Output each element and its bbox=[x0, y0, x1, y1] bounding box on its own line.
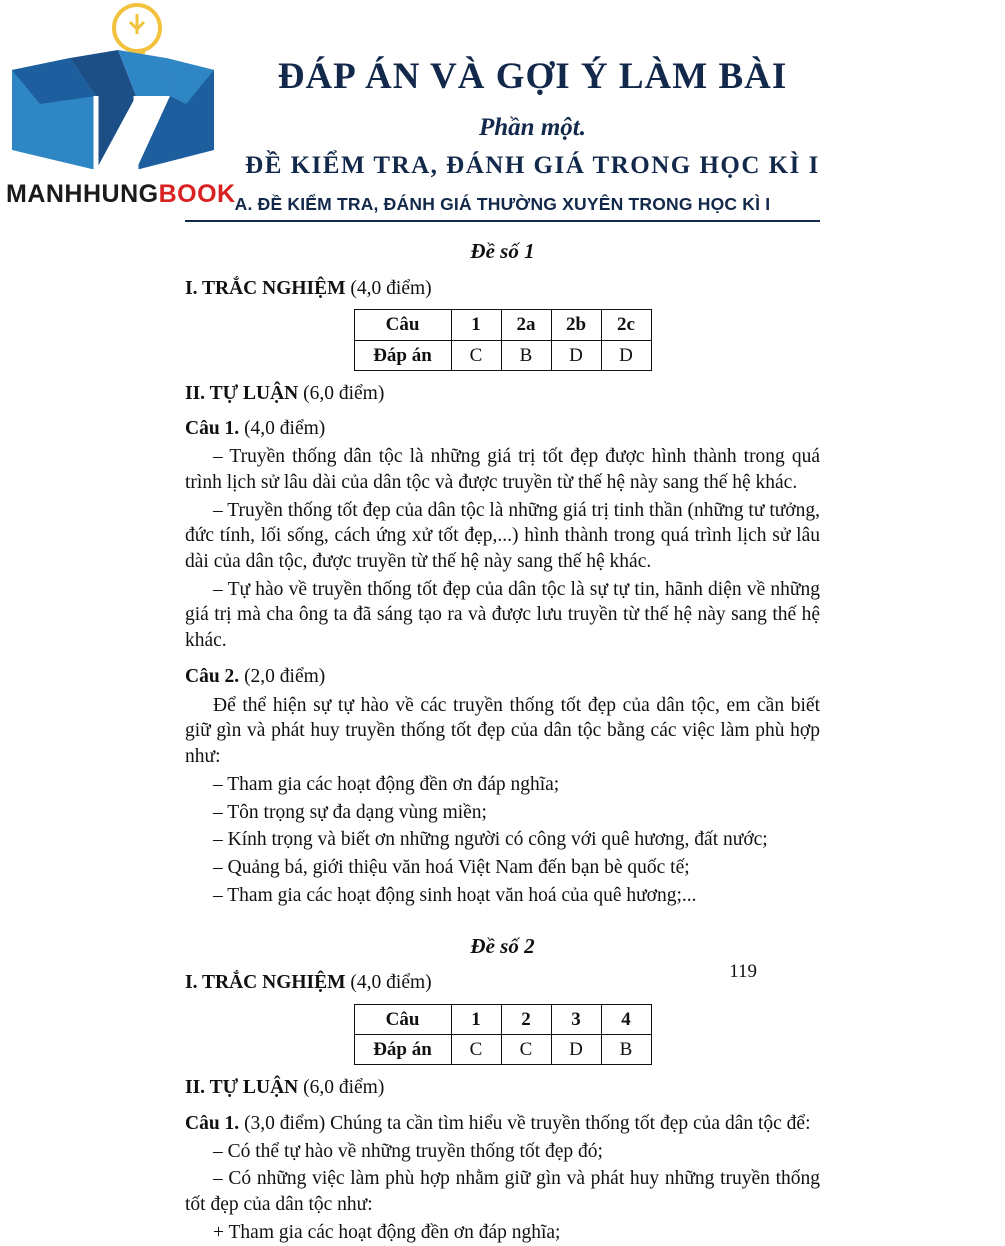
de2-cau1-heading bbox=[185, 1111, 820, 1137]
de1-question-1: 1 bbox=[451, 310, 501, 340]
de1-cau2-heading-bold: Câu 2. bbox=[185, 665, 245, 687]
part-label: Phần một. bbox=[479, 114, 586, 141]
table-row bbox=[354, 310, 651, 340]
de1-answer-4: D bbox=[601, 340, 651, 370]
de-so-1-title: Đề số 1 bbox=[470, 239, 535, 263]
de1-cau2-item-2: – Tôn trọng sự đa dạng vùng miền; bbox=[213, 801, 487, 823]
de1-cau2-item-4: – Quảng bá, giới thiệu văn hoá Việt Nam đến bạn bè quốc tế; bbox=[213, 857, 690, 879]
de2-cau1-item-2: – Có những việc làm phù hợp nhằm giữ gìn và phát huy những truyền thống tốt đẹp của dân tộc như: bbox=[185, 1168, 820, 1216]
de1-question-2: 2a bbox=[501, 310, 551, 340]
de1-cau2-item-5: – Tham gia các hoạt động sinh hoạt văn hoá của quê hương;... bbox=[213, 884, 697, 906]
watermark-brand-part1: MANHHUNG bbox=[6, 180, 159, 208]
page-title: ĐÁP ÁN VÀ GỢI Ý LÀM BÀI bbox=[277, 56, 788, 97]
de2-part2-heading-points: (6,0 điểm) bbox=[303, 1077, 385, 1099]
de2-row-label-cau: Câu bbox=[354, 1005, 451, 1035]
de2-question-1: 1 bbox=[451, 1005, 501, 1035]
de2-question-3: 3 bbox=[551, 1005, 601, 1035]
de1-cau1-item-3: – Tự hào về truyền thống tốt đẹp của dân tộc là sự tự tin, hãnh diện về những giá trị mà cha ông ta đã sáng tạo ra và được lưu truyền từ thế hệ này sang thế hệ khác. bbox=[185, 578, 820, 652]
de1-cau2-item-3: – Kính trọng và biết ơn những người có công với quê hương, đất nước; bbox=[213, 829, 768, 851]
de1-part1-heading bbox=[185, 276, 820, 302]
de2-part1-heading-points: (4,0 điểm) bbox=[350, 972, 432, 994]
de2-question-4: 4 bbox=[601, 1005, 651, 1035]
de1-cau2-heading bbox=[185, 664, 820, 690]
de2-cau1-item-1: – Có thể tự hào về những truyền thống tốt đẹp đó; bbox=[213, 1140, 603, 1162]
de1-row-label-cau: Câu bbox=[354, 310, 451, 340]
table-row bbox=[354, 1005, 651, 1035]
de2-answer-table bbox=[354, 1004, 652, 1065]
de2-answer-1: C bbox=[451, 1035, 501, 1065]
de1-answer-1: C bbox=[451, 340, 501, 370]
watermark-brand-part2: BOOK bbox=[158, 180, 236, 208]
document-content bbox=[185, 238, 820, 1246]
de2-answer-2: C bbox=[501, 1035, 551, 1065]
page-number: 119 bbox=[729, 961, 757, 982]
de1-answer-3: D bbox=[551, 340, 601, 370]
de1-cau1-heading-points: (4,0 điểm) bbox=[244, 418, 326, 440]
de1-cau2-heading-points: (2,0 điểm) bbox=[244, 665, 326, 687]
de1-answer-2: B bbox=[501, 340, 551, 370]
de2-part1-heading-bold: I. TRẮC NGHIỆM bbox=[185, 972, 351, 994]
table-row bbox=[354, 1035, 651, 1065]
de2-part1-heading bbox=[185, 970, 820, 996]
de2-answer-4: B bbox=[601, 1035, 651, 1065]
de1-cau1-heading bbox=[185, 416, 820, 442]
de1-cau1-item-2: – Truyền thống tốt đẹp của dân tộc là những giá trị tinh thần (những tư tưởng, đức tính, lối sống, cách ứng xử tốt đẹp,...) hình thành trong quá trình lịch sử lâu dài của dân tộc, được truyền từ thế hệ này sang thế hệ khác. bbox=[185, 499, 820, 573]
de1-part2-heading bbox=[185, 381, 820, 407]
de2-part2-heading bbox=[185, 1075, 820, 1101]
de1-part1-heading-bold: I. TRẮC NGHIỆM bbox=[185, 277, 351, 299]
de2-cau1-heading-bold: Câu 1. bbox=[185, 1112, 245, 1134]
table-row bbox=[354, 340, 651, 370]
section-heading: A. ĐỀ KIỂM TRA, ĐÁNH GIÁ THƯỜNG XUYÊN TRONG HỌC KÌ I bbox=[185, 194, 820, 222]
de1-cau2-intro: Để thể hiện sự tự hào về các truyền thống tốt đẹp của dân tộc, em cần biết giữ gìn và phát huy truyền thống tốt đẹp của dân tộc bằng các việc làm phù hợp như: bbox=[185, 694, 820, 768]
de1-cau1-item-1: – Truyền thống dân tộc là những giá trị tốt đẹp được hình thành trong quá trình lịch sử lâu dài của dân tộc và được truyền từ thế hệ này sang thế hệ khác. bbox=[185, 446, 820, 493]
de2-part2-heading-bold: II. TỰ LUẬN bbox=[185, 1077, 304, 1099]
de1-cau2-item-1: – Tham gia các hoạt động đền ơn đáp nghĩa; bbox=[213, 773, 560, 795]
de1-question-4: 2c bbox=[601, 310, 651, 340]
de1-part1-heading-points: (4,0 điểm) bbox=[350, 277, 432, 299]
de2-answer-3: D bbox=[551, 1035, 601, 1065]
de2-row-label-dapan: Đáp án bbox=[354, 1035, 451, 1065]
de1-part2-heading-bold: II. TỰ LUẬN bbox=[185, 382, 304, 404]
de2-question-2: 2 bbox=[501, 1005, 551, 1035]
de1-question-3: 2b bbox=[551, 310, 601, 340]
de1-answer-table bbox=[354, 309, 652, 370]
de2-cau1-item-3: + Tham gia các hoạt động đền ơn đáp nghĩa; bbox=[213, 1221, 561, 1243]
de-so-2-title: Đề số 2 bbox=[470, 933, 535, 958]
part-subtitle: ĐỀ KIỂM TRA, ĐÁNH GIÁ TRONG HỌC KÌ I bbox=[245, 152, 820, 179]
de1-row-label-dapan: Đáp án bbox=[354, 340, 451, 370]
de1-part2-heading-points: (6,0 điểm) bbox=[303, 382, 385, 404]
de1-cau1-heading-bold: Câu 1. bbox=[185, 418, 245, 440]
de2-cau1-heading-text: (3,0 điểm) Chúng ta cần tìm hiểu về truyền thống tốt đẹp của dân tộc để: bbox=[244, 1112, 811, 1134]
